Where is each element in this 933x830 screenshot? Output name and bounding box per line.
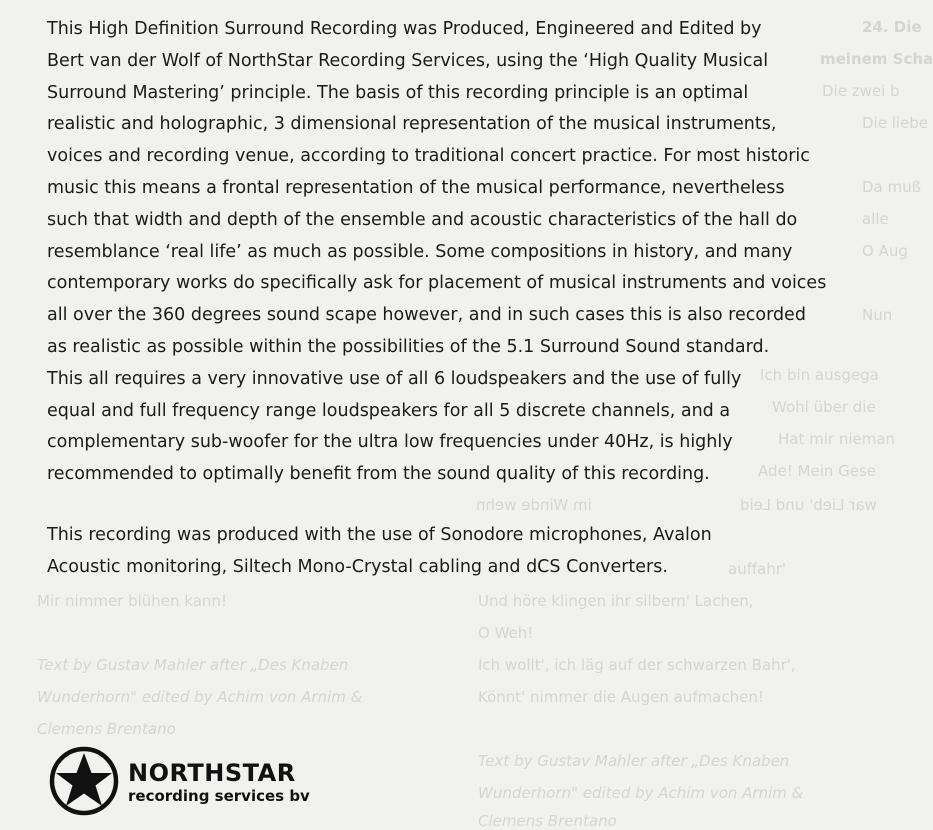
bleed-through-line: Text by Gustav Mahler after „Des Knaben (478, 752, 790, 770)
bleed-through-line: Ich wollt', ich läg auf der schwarzen Bahr', (478, 656, 796, 674)
text-line: all over the 360 degrees sound scape however, and in such cases this is also recorded (47, 305, 806, 326)
text-line: This all requires a very innovative use of all 6 loudspeakers and the use of fully (47, 368, 742, 389)
text-line: recommended to optimally benefit from the sound quality of this recording. (47, 464, 710, 485)
bleed-through-line: Ich bin ausgega (760, 366, 879, 384)
northstar-logo (48, 745, 338, 820)
bleed-through-line: war Lieb' und Leid (740, 496, 877, 514)
text-line: realistic and holographic, 3 dimensional representation of the musical instruments, (47, 114, 777, 135)
bleed-through-line: Könnt' nimmer die Augen aufmachen! (478, 688, 764, 706)
bleed-through-line: O Weh! (478, 624, 534, 642)
recording-notes-paragraph (47, 14, 877, 491)
bleed-through-line: meinem Scha (820, 50, 933, 68)
bleed-through-line: Da muß (862, 178, 922, 196)
bleed-through-line: Mir nimmer blühen kann! (37, 592, 227, 610)
bleed-through-line: Die zwei b (822, 82, 900, 100)
text-line: contemporary works do specifically ask for placement of musical instruments and voices (47, 273, 827, 294)
bleed-through-line: im Winde wehn (476, 496, 592, 514)
text-line: This High Definition Surround Recording was Produced, Engineered and Edited by (47, 19, 762, 39)
text-line: such that width and depth of the ensemble and acoustic characteristics of the hall do (47, 209, 798, 230)
bleed-through-line: Ade! Mein Gese (758, 462, 877, 480)
bleed-through-line: Wunderhorn" edited by Achim von Arnim & (478, 784, 804, 802)
text-line: Acoustic monitoring, Siltech Mono-Crystal cabling and dCS Converters. (47, 556, 668, 577)
equipment-paragraph (47, 520, 877, 584)
text-line: complementary sub-woofer for the ultra low frequencies under 40Hz, is highly (47, 432, 733, 453)
text-line: music this means a frontal representation of the musical performance, nevertheless (47, 177, 785, 198)
bleed-through-line: Die liebe (862, 114, 929, 132)
text-line: Bert van der Wolf of NorthStar Recording Services, using the ‘High Quality Musical (47, 50, 769, 71)
logo-subtitle: recording services bv (128, 787, 310, 805)
star-in-circle-icon (48, 745, 120, 817)
bleed-through-line: Text by Gustav Mahler after „Des Knaben (37, 656, 349, 674)
text-line: resemblance ‘real life’ as much as possible. Some compositions in history, and many (47, 241, 793, 262)
text-line: voices and recording venue, according to traditional concert practice. For most historic (47, 146, 810, 167)
text-line: as realistic as possible within the possibilities of the 5.1 Surround Sound standard. (47, 336, 770, 357)
bleed-through-line: O Aug (862, 242, 908, 260)
text-line: Surround Mastering’ principle. The basis of this recording principle is an optimal (47, 82, 749, 103)
bleed-through-line: Wohl über die (772, 398, 876, 416)
text-line: This recording was produced with the use of Sonodore microphones, Avalon (47, 525, 712, 545)
bleed-through-line: Hat mir nieman (778, 430, 896, 448)
text-line: equal and full frequency range loudspeakers for all 5 discrete channels, and a (47, 400, 731, 421)
bleed-through-line: Wunderhorn" edited by Achim von Arnim & (37, 688, 363, 706)
bleed-through-line: alle (862, 210, 889, 228)
bleed-through-line: Clemens Brentano (37, 720, 176, 738)
bleed-through-line: Clemens Brentano (478, 812, 617, 830)
bleed-through-line: Und höre klingen ihr silbern' Lachen, (478, 592, 754, 610)
bleed-through-line: Nun (862, 306, 893, 324)
bleed-through-line: auffahr' (728, 560, 787, 578)
bleed-through-line: 24. Die (862, 18, 922, 36)
logo-name: NORTHSTAR (128, 759, 296, 787)
